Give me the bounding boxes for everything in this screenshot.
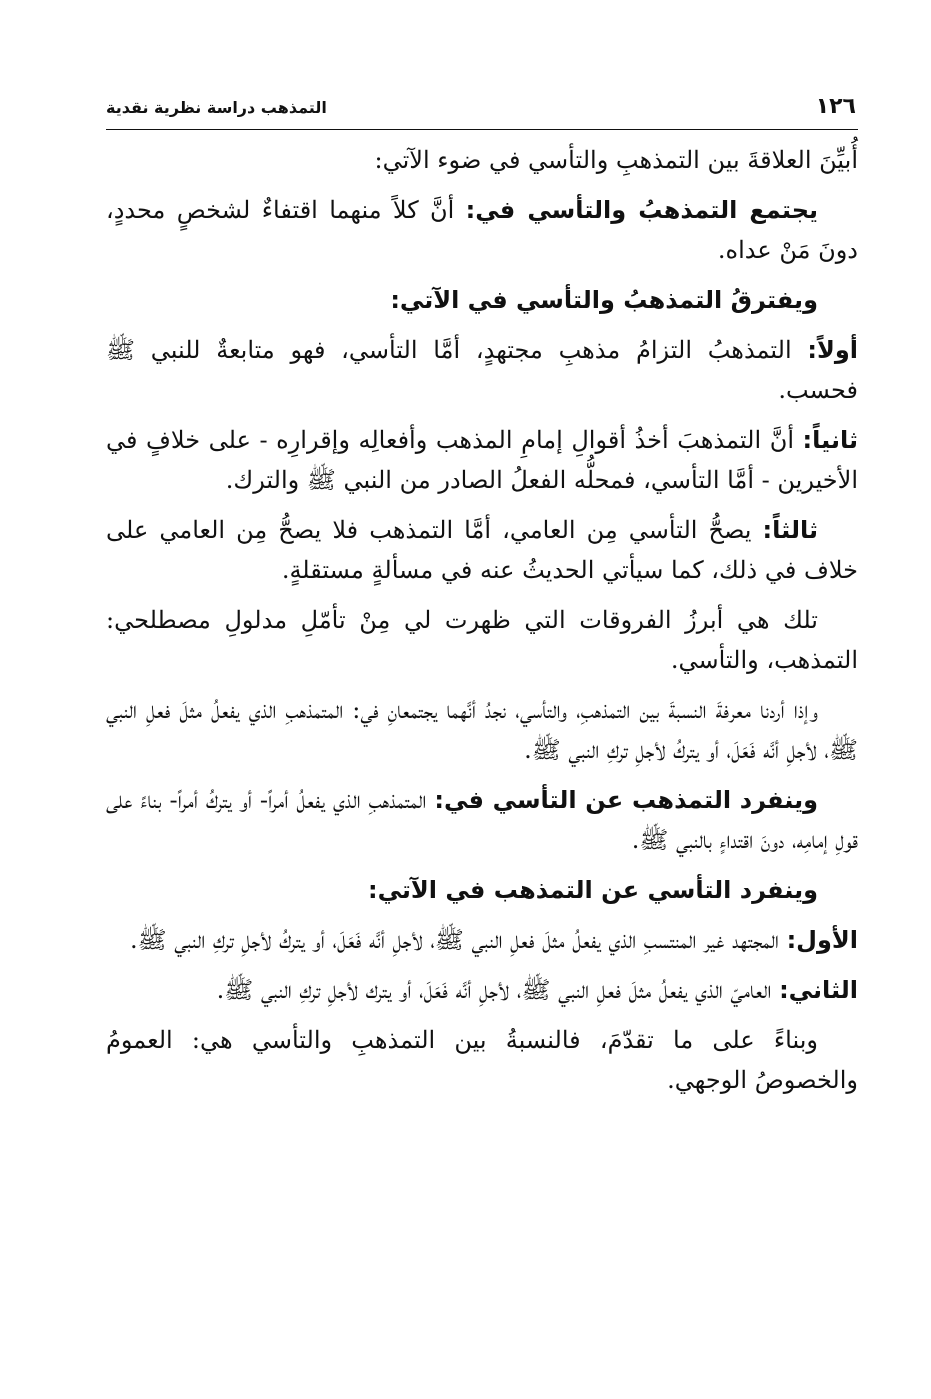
page-header — [106, 92, 856, 126]
paragraph-text: أُبيِّنَ العلاقةَ بين التمذهبِ والتأسي في ضوء الآتي: — [374, 146, 858, 174]
paragraph-text: المجتهد غير المنتسبِ الذي يفعلُ مثلَ فعلِ النبي ﷺ، لأجلِ أنَّه فَعَلَ، أو يتركُ لأجلِ تركِ النبي ﷺ. — [130, 926, 787, 954]
header-divider — [106, 129, 858, 130]
paragraph-lead: وينفرد التمذهب عن التأسي في: — [434, 786, 819, 814]
subheading-tasi-only — [106, 870, 858, 910]
subheading-differences — [106, 280, 858, 320]
paragraph-point-two — [106, 970, 858, 1010]
paragraph-summary — [106, 600, 858, 680]
paragraph-text: وبناءً على ما تقدّمَ، فالنسبةُ بين التمذهبِ والتأسي هي: العمومُ والخصوصُ الوجهي. — [106, 1026, 858, 1094]
paragraph-lead: أولاً: — [807, 336, 858, 364]
paragraph-common — [106, 190, 858, 270]
paragraph-relation — [106, 690, 858, 770]
paragraph-lead: ثانياً: — [802, 426, 858, 454]
paragraph-lead: يجتمع التمذهبُ والتأسي في: — [465, 196, 818, 224]
subheading-text: ويفترقُ التمذهبُ والتأسي في الآتي: — [390, 286, 818, 314]
running-title: التمذهب دراسة نظرية نقدية — [106, 98, 327, 117]
paragraph-lead: ثالثاً: — [762, 516, 818, 544]
paragraph-text: يصحُّ التأسي مِن العامي، أمَّا التمذهب فلا يصحُّ مِن العامي على خلاف في ذلك، كما سيأتي الحديثُ عنه في مسألةٍ مستقلةٍ. — [106, 516, 858, 584]
paragraph-point-one — [106, 920, 858, 960]
paragraph-madhhab-only — [106, 780, 858, 860]
page-body — [106, 140, 858, 1110]
paragraph-text: وإذا أردنا معرفةَ النسبةَ بين التمذهبِ، والتأسي، نجدُ أنَّهما يجتمعانِ في: المتمذهبِ الذي يفعلُ مثلَ فعلِ النبي ﷺ، لأجلِ أنَّه فَعَلَ، أو يتركُ لأجلِ تركِ النبي ﷺ. — [106, 696, 858, 764]
paragraph-text: أنَّ التمذهبَ أخذُ أقوالِ إمامِ المذهب وأفعالِه وإقرارِه - على خلافٍ في الأخيرين - أمَّا التأسي، فمحلُّه الفعلُ الصادر من النبي ﷺ والترك. — [106, 426, 858, 494]
paragraph-first — [106, 330, 858, 410]
paragraph-text: أنَّ كلاً منهما اقتفاءٌ لشخصٍ محددٍ، دونَ مَنْ عداه. — [106, 196, 858, 264]
paragraph-text: التمذهبُ التزامُ مذهبِ مجتهدٍ، أمَّا التأسي، فهو متابعةٌ للنبي ﷺ فحسب. — [106, 336, 858, 404]
subheading-text: وينفرد التأسي عن التمذهب في الآتي: — [368, 876, 818, 904]
paragraph-conclusion — [106, 1020, 858, 1100]
paragraph-text: المتمذهبِ الذي يفعلُ أمراً- أو يتركُ أمراً- بناءً على قولِ إمامِه، دونَ اقتداءٍ بالنبي ﷺ. — [106, 786, 858, 854]
paragraph-text: تلك هي أبرزُ الفروقات التي ظهرت لي مِنْ تأمّلِ مدلولِ مصطلحي: التمذهب، والتأسي. — [106, 606, 858, 674]
page-number: ١٢٦ — [815, 94, 856, 119]
paragraph-intro — [106, 140, 858, 180]
paragraph-lead: الثاني: — [779, 976, 858, 1004]
paragraph-text: العاميّ الذي يفعلُ مثلَ فعلِ النبي ﷺ، لأجلِ أنَّه فَعَلَ، أو يترك لأجلِ تركِ النبي ﷺ. — [216, 976, 780, 1004]
paragraph-third — [106, 510, 858, 590]
paragraph-lead: الأول: — [786, 926, 858, 954]
paragraph-second — [106, 420, 858, 500]
